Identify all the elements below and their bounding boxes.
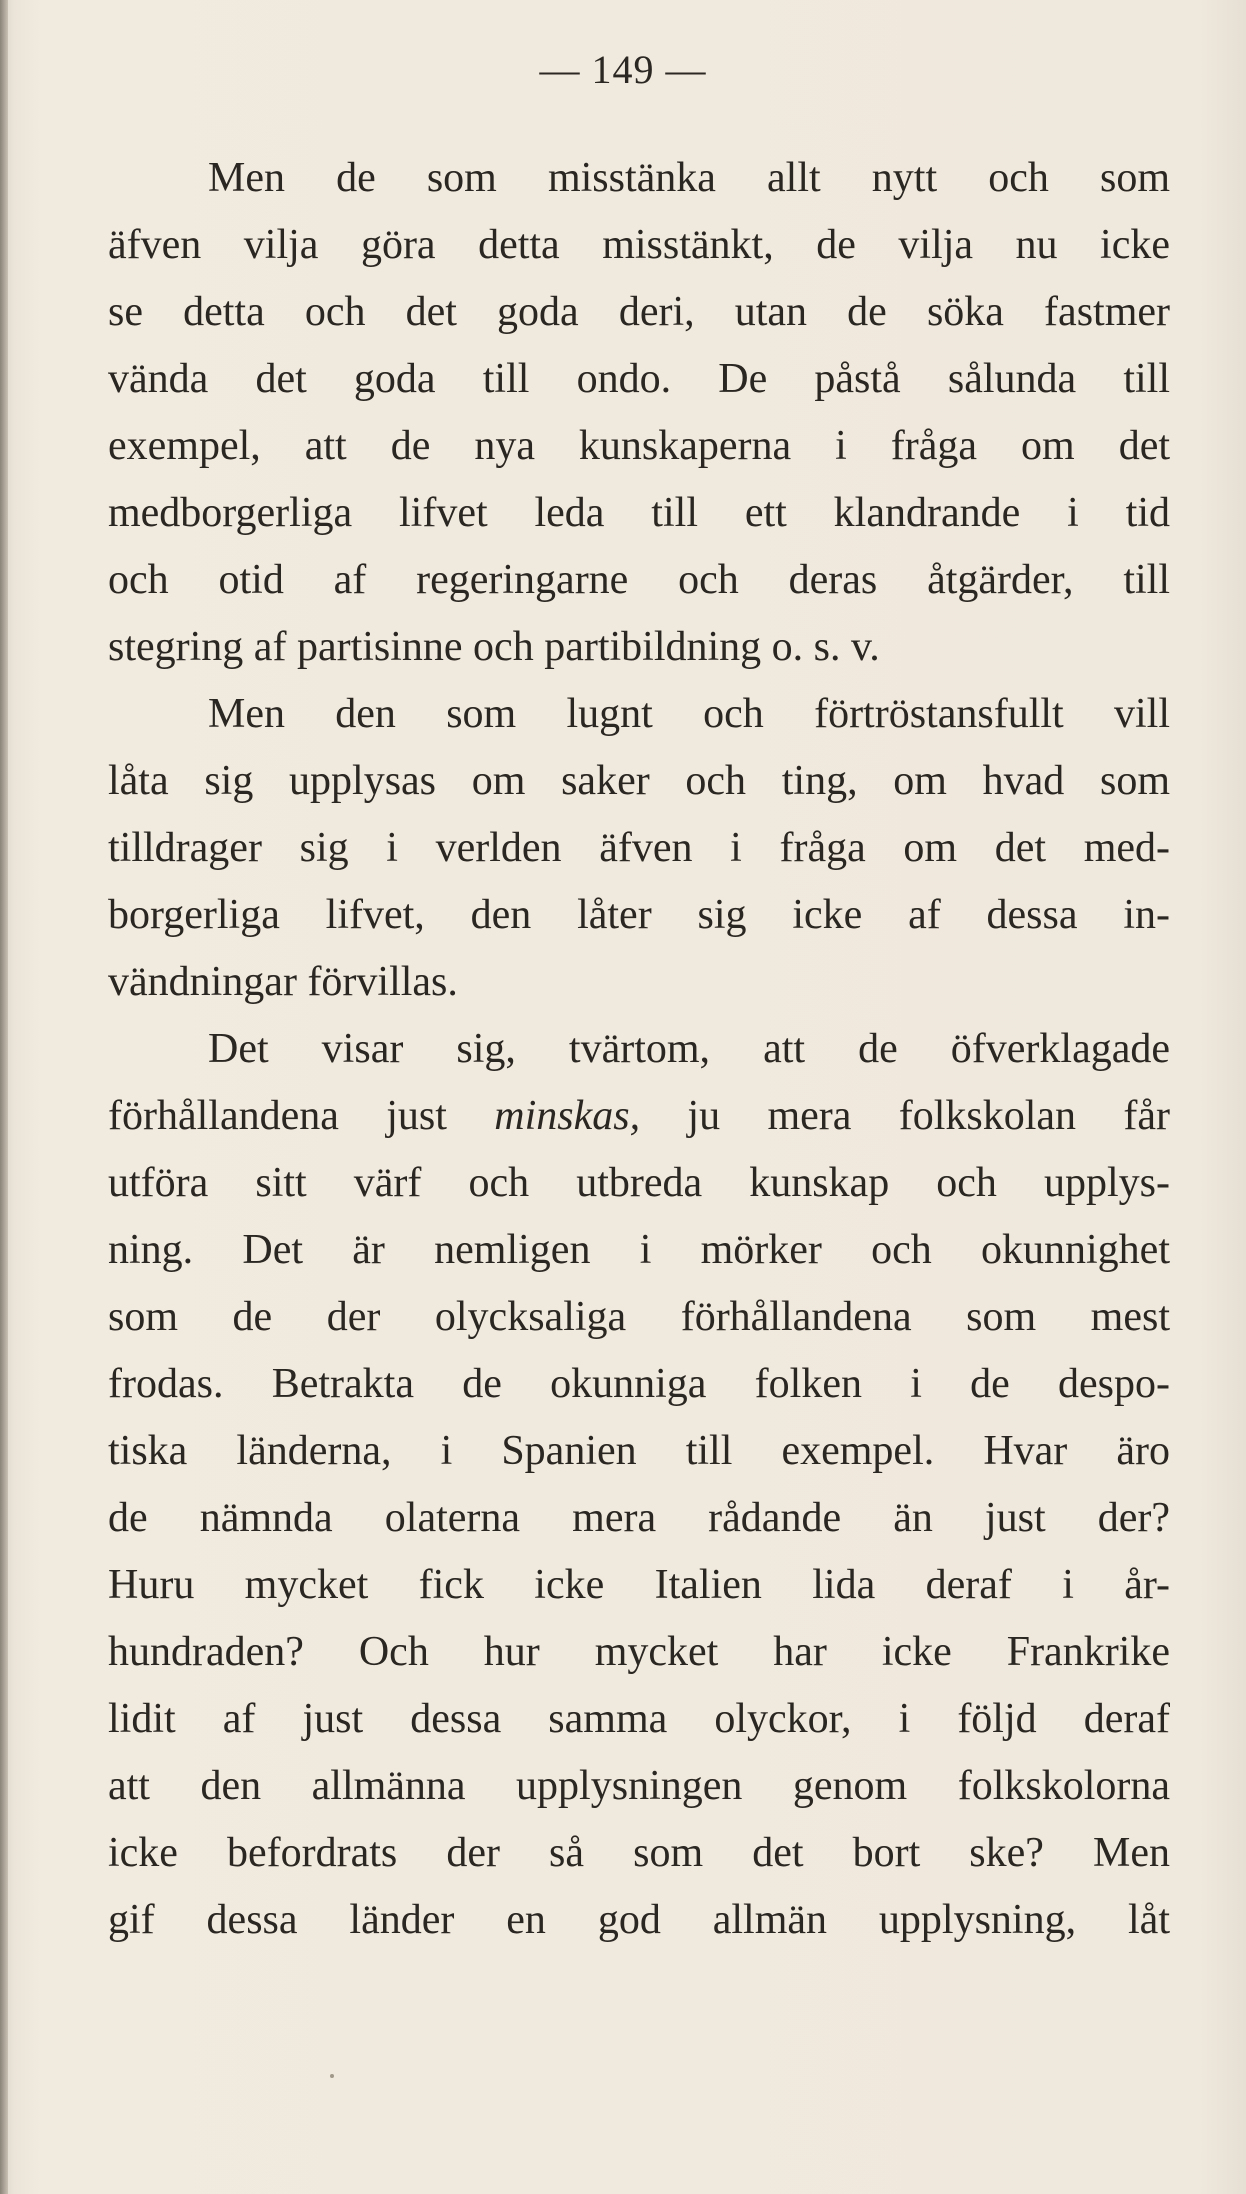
- body-text: [108, 145, 1170, 1954]
- text-line: de nämnda olaterna mera rådande än just der?: [108, 1495, 1170, 1541]
- text-line: Men den som lugnt och förtröstansfullt vill: [208, 691, 1170, 737]
- text-line: hundraden? Och hur mycket har icke Frankrike: [108, 1629, 1170, 1675]
- text-line: vända det goda till ondo. De påstå sålunda till: [108, 356, 1170, 402]
- text-line: Huru mycket fick icke Italien lida deraf i år-: [108, 1562, 1170, 1608]
- text-line: låta sig upplysas om saker och ting, om hvad som: [108, 758, 1170, 804]
- text-line: utföra sitt värf och utbreda kunskap och upplys-: [108, 1160, 1170, 1206]
- text-line: icke befordrats der så som det bort ske? Men: [108, 1830, 1170, 1876]
- text-line: Men de som misstänka allt nytt och som: [208, 155, 1170, 201]
- page-spine-shadow: [0, 0, 8, 2194]
- text-line: lidit af just dessa samma olyckor, i följd deraf: [108, 1696, 1170, 1742]
- text-line: exempel, att de nya kunskaperna i fråga om det: [108, 423, 1170, 469]
- text-line: stegring af partisinne och partibildning o. s. v.: [108, 624, 880, 670]
- paper-speck: [330, 2074, 334, 2078]
- text-line: vändningar förvillas.: [108, 959, 458, 1005]
- text-line: och otid af regeringarne och deras åtgärder, till: [108, 557, 1170, 603]
- text-line: se detta och det goda deri, utan de söka fastmer: [108, 289, 1170, 335]
- text-line: tilldrager sig i verlden äfven i fråga om det med-: [108, 825, 1170, 871]
- page-number: — 149 —: [539, 47, 707, 92]
- italic-word: minskas,: [494, 1093, 641, 1139]
- text-line: gif dessa länder en god allmän upplysning, låt: [108, 1897, 1170, 1943]
- text-line: att den allmänna upplysningen genom folkskolorna: [108, 1763, 1170, 1809]
- text-line: frodas. Betrakta de okunniga folken i de despo-: [108, 1361, 1170, 1407]
- text-line: borgerliga lifvet, den låter sig icke af dessa in-: [108, 892, 1170, 938]
- text-line: som de der olycksaliga förhållandena som mest: [108, 1294, 1170, 1340]
- text-segment: ju mera folkskolan får: [640, 1093, 1170, 1139]
- text-line: Det visar sig, tvärtom, att de öfverklagade: [208, 1026, 1170, 1072]
- text-line: äfven vilja göra detta misstänkt, de vilja nu icke: [108, 222, 1170, 268]
- text-line: tiska länderna, i Spanien till exempel. Hvar äro: [108, 1428, 1170, 1474]
- text-segment: förhållandena just: [108, 1093, 495, 1139]
- text-line: [108, 1083, 1170, 1150]
- text-line: medborgerliga lifvet leda till ett klandrande i tid: [108, 490, 1170, 536]
- text-line: ning. Det är nemligen i mörker och okunnighet: [108, 1227, 1170, 1273]
